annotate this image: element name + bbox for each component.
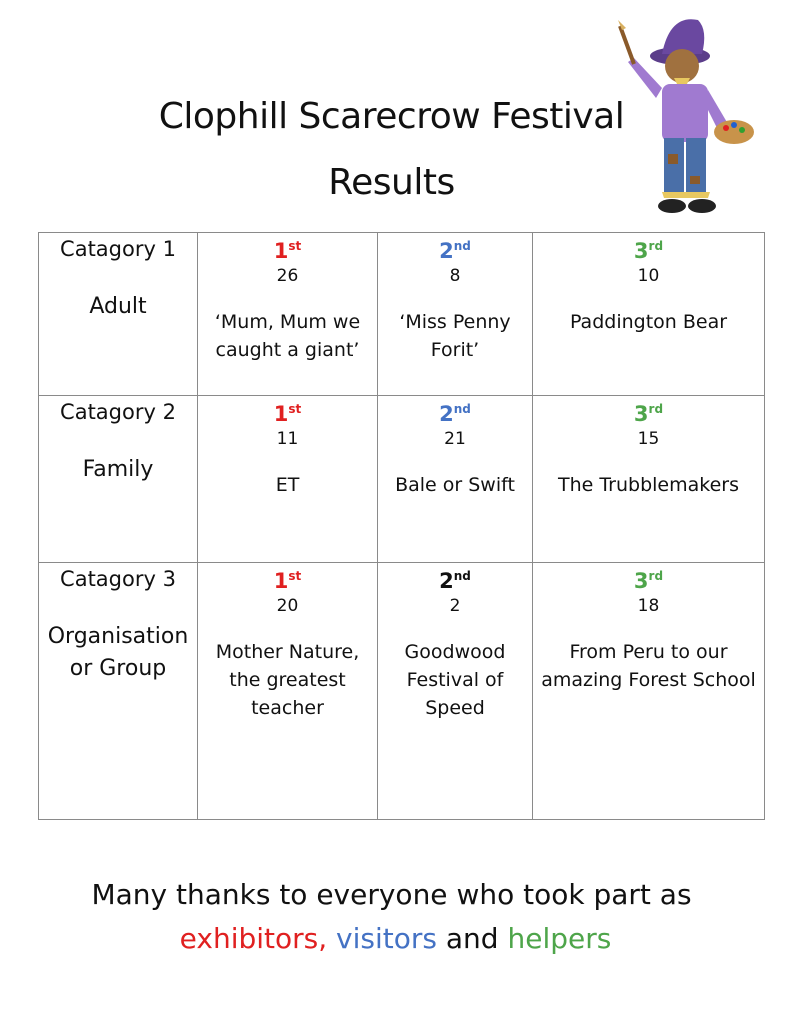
- place-number: 1: [273, 402, 289, 426]
- entry-title: Goodwood Festival of Speed: [404, 641, 506, 719]
- place-cell: [533, 396, 765, 563]
- place-number: 3: [633, 239, 649, 263]
- place-label: [202, 235, 373, 262]
- place-suffix: nd: [453, 402, 471, 416]
- entry-number: 20: [276, 596, 299, 616]
- place-cell: [378, 563, 533, 820]
- results-row: [39, 563, 765, 820]
- place-suffix: nd: [453, 569, 471, 583]
- entry-number: 18: [637, 596, 660, 616]
- category-cell: [39, 233, 198, 396]
- thanks-line: Many thanks to everyone who took part as: [91, 878, 692, 911]
- place-label: [537, 565, 760, 592]
- place-suffix: st: [288, 569, 302, 583]
- entry-title: Bale or Swift: [395, 474, 515, 496]
- place-suffix: rd: [648, 569, 664, 583]
- exhibitors-word: exhibitors,: [179, 922, 328, 955]
- place-number: 2: [439, 402, 454, 426]
- results-table: [38, 232, 765, 820]
- place-number: 3: [633, 402, 649, 426]
- entry-number: 15: [637, 429, 660, 449]
- category-label: Catagory 2: [60, 400, 176, 424]
- entry-number: 11: [276, 429, 299, 449]
- place-label: [537, 398, 760, 425]
- thanks-roles-line: [0, 922, 791, 955]
- page-title: Clophill Scarecrow Festival: [158, 96, 625, 137]
- place-number: 1: [273, 569, 289, 593]
- place-number: 2: [439, 239, 454, 263]
- place-cell: [198, 396, 378, 563]
- place-cell: [198, 233, 378, 396]
- place-label: [382, 235, 528, 262]
- and-word: and: [445, 922, 499, 955]
- category-name: Family: [82, 457, 154, 482]
- category-label: Catagory 3: [60, 567, 176, 591]
- category-label: Catagory 1: [60, 237, 176, 261]
- helpers-word: helpers: [507, 922, 612, 955]
- place-suffix: st: [288, 239, 302, 253]
- place-suffix: nd: [453, 239, 471, 253]
- place-cell: [533, 233, 765, 396]
- place-cell: [378, 233, 533, 396]
- place-suffix: st: [288, 402, 302, 416]
- entry-title: The Trubblemakers: [557, 474, 739, 496]
- place-number: 1: [273, 239, 289, 263]
- entry-number: 2: [449, 596, 461, 616]
- category-name: Organisation or Group: [47, 624, 189, 681]
- place-cell: [198, 563, 378, 820]
- place-suffix: rd: [648, 402, 664, 416]
- place-suffix: rd: [648, 239, 664, 253]
- entry-title: ‘Mum, Mum we caught a giant’: [214, 311, 361, 361]
- entry-number: 10: [637, 266, 660, 286]
- place-cell: [378, 396, 533, 563]
- place-label: [382, 565, 528, 592]
- place-label: [382, 398, 528, 425]
- entry-title: Mother Nature, the greatest teacher: [215, 641, 360, 719]
- category-cell: [39, 563, 198, 820]
- entry-title: Paddington Bear: [569, 311, 728, 333]
- place-cell: [533, 563, 765, 820]
- page-subtitle: Results: [328, 162, 455, 203]
- entry-number: 26: [276, 266, 299, 286]
- results-row: [39, 396, 765, 563]
- place-label: [202, 398, 373, 425]
- entry-number: 8: [449, 266, 461, 286]
- category-name: Adult: [89, 294, 147, 319]
- place-number: 2: [439, 569, 454, 593]
- entry-number: 21: [444, 429, 466, 449]
- scarecrow-painter-image: [610, 6, 760, 216]
- visitors-word: visitors: [336, 922, 437, 955]
- entry-title: From Peru to our amazing Forest School: [541, 641, 756, 691]
- place-label: [202, 565, 373, 592]
- place-number: 3: [633, 569, 649, 593]
- entry-title: ‘Miss Penny Forit’: [399, 311, 511, 361]
- entry-title: ET: [275, 474, 300, 496]
- category-cell: [39, 396, 198, 563]
- results-row: [39, 233, 765, 396]
- place-label: [537, 235, 760, 262]
